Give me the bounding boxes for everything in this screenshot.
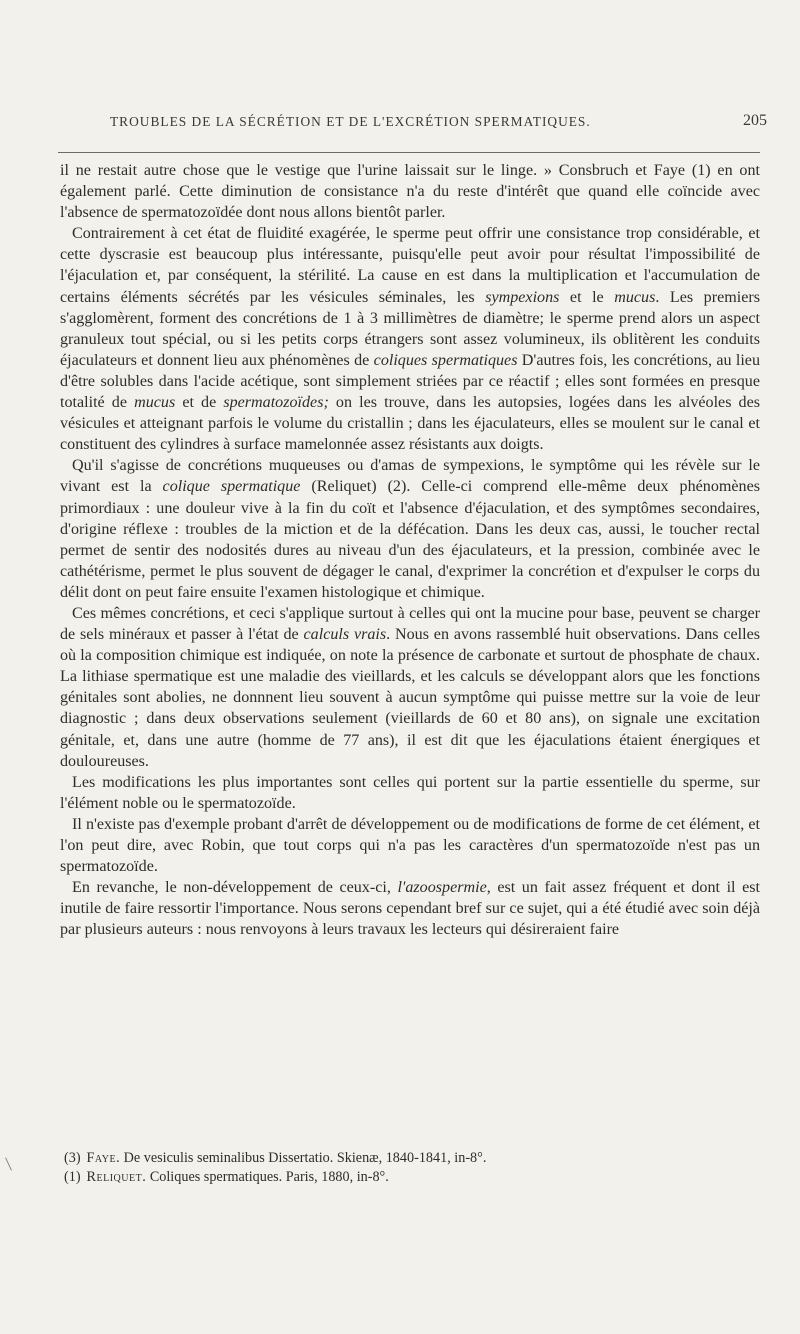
paragraph xyxy=(60,603,760,772)
text-run: Les modifications les plus importantes sont celles qui portent sur la partie essentielle du sperme, sur l'élément noble ou le spermatozoïde. xyxy=(60,773,760,812)
paragraph xyxy=(60,814,760,877)
text-run: (Reliquet) (2). Celle-ci comprend elle-même deux phénomènes primordiaux : une douleur vive à la fin du coït et l'absence d'éjaculation, et des symptômes secondaires, d'origine réflexe : troubles de la miction et de la défécation. Dans les deux cas, aussi, le toucher rectal permet de sentir des nodosités dures au niveau d'un des éjaculateurs, et la pression, combinée avec le cathétérisme, permet le plus souvent de dégager le canal, d'exprimer la concrétion et d'expulser le corps du délit dont on peut faire ensuite l'examen histologique et chimique. xyxy=(60,478,760,601)
italic-text: spermatozoïdes; xyxy=(223,394,329,412)
italic-text: coliques spermatiques xyxy=(373,351,518,369)
text-run: Il n'existe pas d'exemple probant d'arrêt de développement ou de modifications de forme de cet élément, et l'on peut dire, avec Robin, que tout corps qui n'a pas les caractères d'un spermatozoïde n'est pas un spermatozoïde. xyxy=(60,815,760,876)
text-run: . Les premiers s'agglomèrent, forment des concrétions de 1 à 3 millimètres de diamètre; le sperme prend alors un aspect granuleux tout spécial, ou si les petits corps étrangers sont assez volumineux, ils oblitèrent les conduits éjaculateurs et donnent lieu aux phénomènes de xyxy=(60,288,760,369)
text-run: et le xyxy=(559,288,615,306)
text-run: on les trouve, dans les autopsies, logées dans les alvéoles des vésicules et atteignant parfois le volume du cristallin ; dans les éjaculateurs, elles se moulent sur le canal et constituent des cylindres à surface mamelonnée assez résistants aux doigts. xyxy=(60,394,761,454)
italic-text: colique spermatique xyxy=(162,478,301,496)
running-title: TROUBLES DE LA SÉCRÉTION ET DE L'EXCRÉTION SPERMATIQUES. xyxy=(110,114,591,129)
text-run: il ne restait autre chose que le vestige que l'urine laissait sur le linge. » Consbruch et Faye (1) en ont également parlé. Cette diminution de consistance n'a du reste d'intérêt que quand elle coïncide avec l'absence de spermatozoïdée dont nous allons bientôt parler. xyxy=(60,162,760,222)
body-text xyxy=(60,160,760,940)
text-run: et de xyxy=(175,394,224,412)
text-run: . Nous en avons rassemblé huit observations. Dans celles où la composition chimique est indiquée, on note la présence de carbonate et surtout de phosphate de chaux. La lithiase spermatique est une maladie des vieillards, et les calculs se développant alors que les fonctions génitales sont abolies, ne donnnent lieu souvent à aucun symptôme qui puisse mettre sur la voie de leur diagnostic ; dans deux observations seulement (vieillards de 60 et 80 ans), on signale une excitation génitale, et, dans une autre (homme de 77 ans), il est dit que les éjaculations étaient énergiques et douloureuses. xyxy=(60,626,761,770)
italic-text: sympexions xyxy=(485,288,560,306)
footnote-text: Coliques spermatiques. Paris, 1880, in-8°. xyxy=(146,1169,389,1185)
paragraph xyxy=(60,223,760,455)
footnote-marker: (1) xyxy=(64,1169,81,1185)
text-run: Contrairement à cet état de fluidité exagérée, le sperme peut offrir une consistance trop considérable, et cette dyscrasie est beaucoup plus intéressante, puisqu'elle peut avoir pour résultat l'impossibilité de l'éjaculation et, par conséquent, la stérilité. La cause en est dans la multiplication et l'accumulation de certains éléments sécrétés par les vésicules séminales, les xyxy=(60,225,760,306)
text-run: , est un fait assez fréquent et dont il est inutile de faire ressortir l'importance. Nous serons cependant bref sur ce sujet, qui a été étudié avec soin déjà par plusieurs auteurs : nous renvoyons à leurs travaux les lecteurs qui désireraient faire xyxy=(60,879,760,939)
footnotes xyxy=(64,1149,754,1187)
running-header xyxy=(55,114,767,136)
paragraph xyxy=(60,160,760,223)
header-rule xyxy=(58,152,760,153)
footnote-author: Reliquet. xyxy=(86,1169,147,1185)
footnote-author: Faye. xyxy=(86,1150,121,1166)
paragraph xyxy=(60,877,760,940)
footnote-text: De vesiculis seminalibus Dissertatio. Skienæ, 1840-1841, in-8°. xyxy=(120,1150,487,1166)
text-run: D'autres fois, les concrétions, au lieu d'être solubles dans l'acide acétique, sont simplement striées par ce réactif ; elles sont formées en presque totalité de xyxy=(60,351,760,412)
text-run: Qu'il s'agisse de concrétions muqueuses ou d'amas de sympexions, le symptôme qui les révèle sur le vivant est la xyxy=(60,457,760,496)
text-run: Ces mêmes concrétions, et ceci s'applique surtout à celles qui ont la mucine pour base, peuvent se charger de sels minéraux et passer à l'état de xyxy=(60,604,760,644)
italic-text: mucus xyxy=(134,394,176,412)
italic-text: l'azoospermie xyxy=(397,879,487,897)
paragraph xyxy=(60,772,760,814)
paragraph xyxy=(60,455,760,603)
footnote-marker: (3) xyxy=(64,1150,81,1166)
text-run: En revanche, le non-développement de ceux-ci, xyxy=(72,879,398,897)
footnote xyxy=(64,1149,754,1168)
italic-text: calculs vrais xyxy=(303,626,387,644)
page-number: 205 xyxy=(743,112,767,129)
italic-text: mucus xyxy=(614,288,656,306)
margin-mark xyxy=(5,1157,12,1170)
footnote xyxy=(64,1168,754,1187)
